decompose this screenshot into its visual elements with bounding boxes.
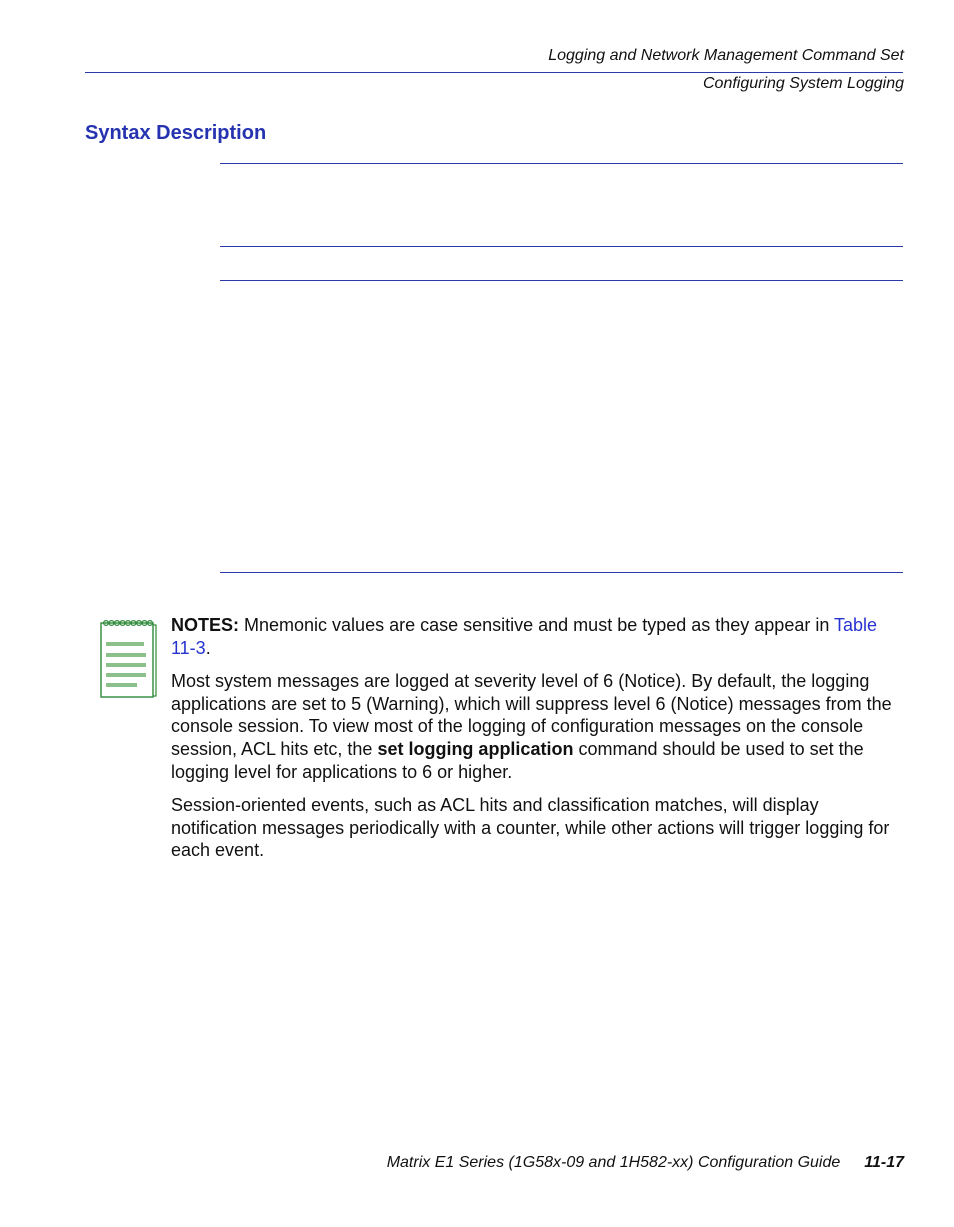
para-2-text-before: Most system messages are logged at severity level of 6 (Notice). By default, the logging applications are set to 5 (Warning), which will suppress level 6 (Notice) messages from the console session. To view most of the logging of configuration messages on the console session, ACL hits etc, the <box>171 671 892 759</box>
section-heading: Syntax Description <box>85 122 267 144</box>
notepad-icon <box>99 616 159 700</box>
set-logging-application-command: set logging application <box>377 738 574 759</box>
running-header-section: Configuring System Logging <box>702 75 904 92</box>
header-rule <box>85 72 903 73</box>
table-rule-top <box>220 163 903 164</box>
notes-label: NOTES: <box>171 615 240 635</box>
note-1-text: Mnemonic values are case sensitive and must be typed as they appear in <box>239 615 835 635</box>
table-rule-row1-bottom <box>220 246 903 247</box>
table-rule-row2-top <box>220 280 903 281</box>
page-number: 11-17 <box>864 1154 904 1171</box>
note-paragraph-3: Session-oriented events, such as ACL hits and classification matches, will display notification messages periodically with a counter, while other actions will trigger logging for each event. <box>171 795 890 861</box>
note-1-end: . <box>205 637 211 658</box>
notes-block <box>171 614 906 873</box>
para-2-text-after: command should be used to set the logging level for applications to 6 or higher. <box>171 738 864 782</box>
footer-guide-title: Matrix E1 Series (1G58x-09 and 1H582-xx) Configuration Guide <box>386 1154 841 1171</box>
note-paragraph-1 <box>171 614 906 659</box>
page-footer <box>387 1154 904 1172</box>
note-paragraph-2 <box>171 670 906 783</box>
table-rule-bottom <box>220 572 903 573</box>
table-11-3-link[interactable]: Table 11-3 <box>171 615 878 658</box>
running-header-chapter: Logging and Network Management Command Set <box>548 47 904 64</box>
